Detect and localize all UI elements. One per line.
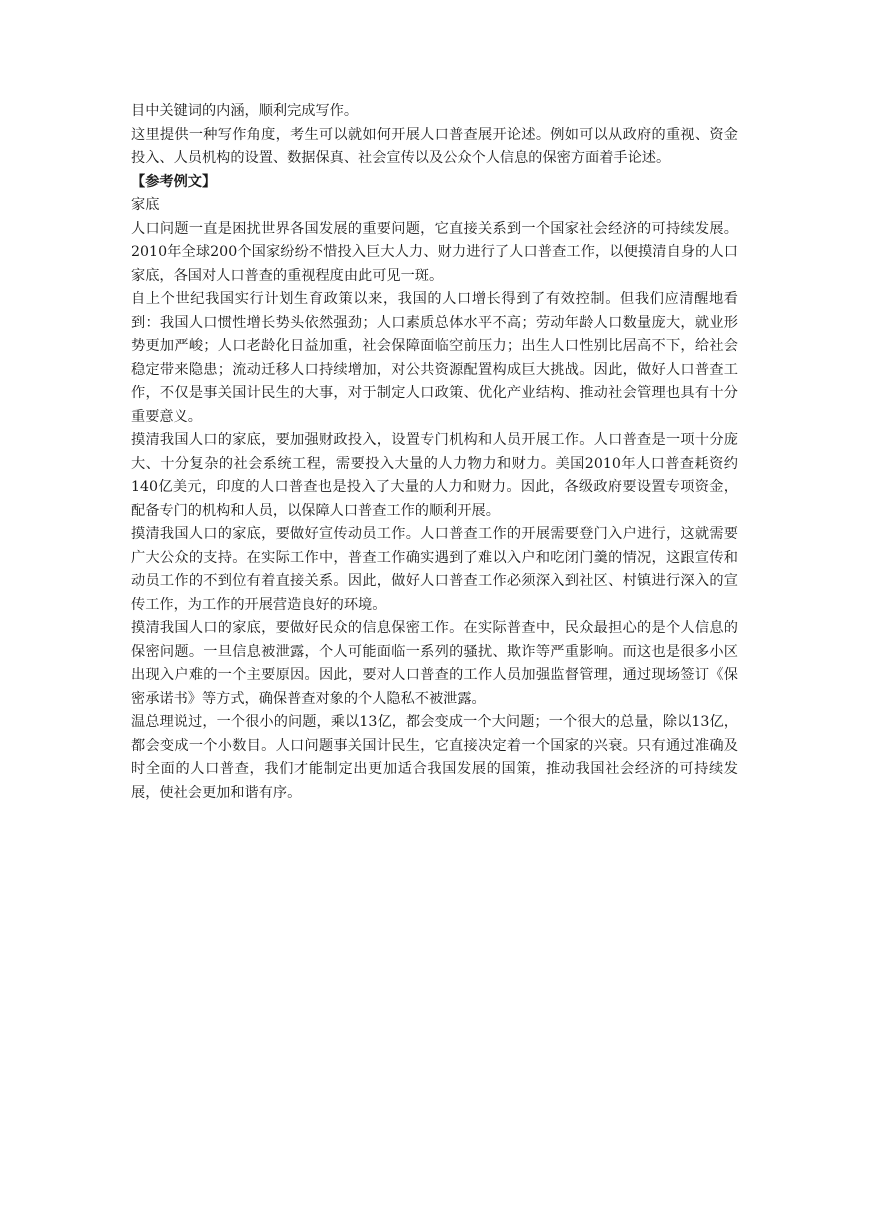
essay-paragraph-1: 人口问题一直是困扰世界各国发展的重要问题，它直接关系到一个国家社会经济的可持续发展。2010年全球200个国家纷纷不惜投入巨大人力、财力进行了人口普查工作，以便摸清自身的人口家底，各国对人口普查的重视程度由此可见一斑。 (131, 220, 738, 284)
essay-paragraph-6: 温总理说过，一个很小的问题，乘以13亿，都会变成一个大问题；一个很大的总量，除以13亿，都会变成一个小数目。人口问题事关国计民生，它直接决定着一个国家的兴衰。只有通过准确及时全面的人口普查，我们才能制定出更加适合我国发展的国策，推动我国社会经济的可持续发展，使社会更加和谐有序。 (131, 714, 738, 801)
sample-essay-heading: 【参考例文】 (131, 173, 217, 190)
essay-paragraph-2: 自上个世纪我国实行计划生育政策以来，我国的人口增长得到了有效控制。但我们应清醒地看到：我国人口惯性增长势头依然强劲；人口素质总体水平不高；劳动年龄人口数量庞大，就业形势更加严峻；人口老龄化日益加重，社会保障面临空前压力；出生人口性别比居高不下，给社会稳定带来隐患；流动迁移人口持续增加，对公共资源配置构成巨大挑战。因此，做好人口普查工作，不仅是事关国计民生的大事，对于制定人口政策、优化产业结构、推动社会管理也具有十分重要意义。 (131, 291, 738, 425)
intro-line: 目中关键词的内涵，顺利完成写作。 (131, 103, 359, 119)
writing-guidance: 这里提供一种写作角度，考生可以就如何开展人口普查展开论述。例如可以从政府的重视、资金投入、人员机构的设置、数据保真、社会宣传以及公众个人信息的保密方面着手论述。 (131, 126, 738, 166)
essay-paragraph-3: 摸清我国人口的家底，要加强财政投入，设置专门机构和人员开展工作。人口普查是一项十分庞大、十分复杂的社会系统工程，需要投入大量的人力物力和财力。美国2010年人口普查耗资约140亿美元，印度的人口普查也是投入了大量的人力和财力。因此，各级政府要设置专项资金，配备专门的机构和人员，以保障人口普查工作的顺利开展。 (131, 432, 738, 519)
essay-paragraph-5: 摸清我国人口的家底，要做好民众的信息保密工作。在实际普查中，民众最担心的是个人信息的保密问题。一旦信息被泄露，个人可能面临一系列的骚扰、欺诈等严重影响。而这也是很多小区出现入户难的一个主要原因。因此，要对人口普查的工作人员加强监督管理，通过现场签订《保密承诺书》等方式，确保普查对象的个人隐私不被泄露。 (131, 620, 738, 707)
essay-paragraph-4: 摸清我国人口的家底，要做好宣传动员工作。人口普查工作的开展需要登门入户进行，这就需要广大公众的支持。在实际工作中，普查工作确实遇到了难以入户和吃闭门羹的情况，这跟宣传和动员工作的不到位有着直接关系。因此，做好人口普查工作必须深入到社区、村镇进行深入的宣传工作，为工作的开展营造良好的环境。 (131, 526, 738, 613)
essay-title: 家底 (131, 197, 160, 213)
document-page (131, 100, 738, 805)
